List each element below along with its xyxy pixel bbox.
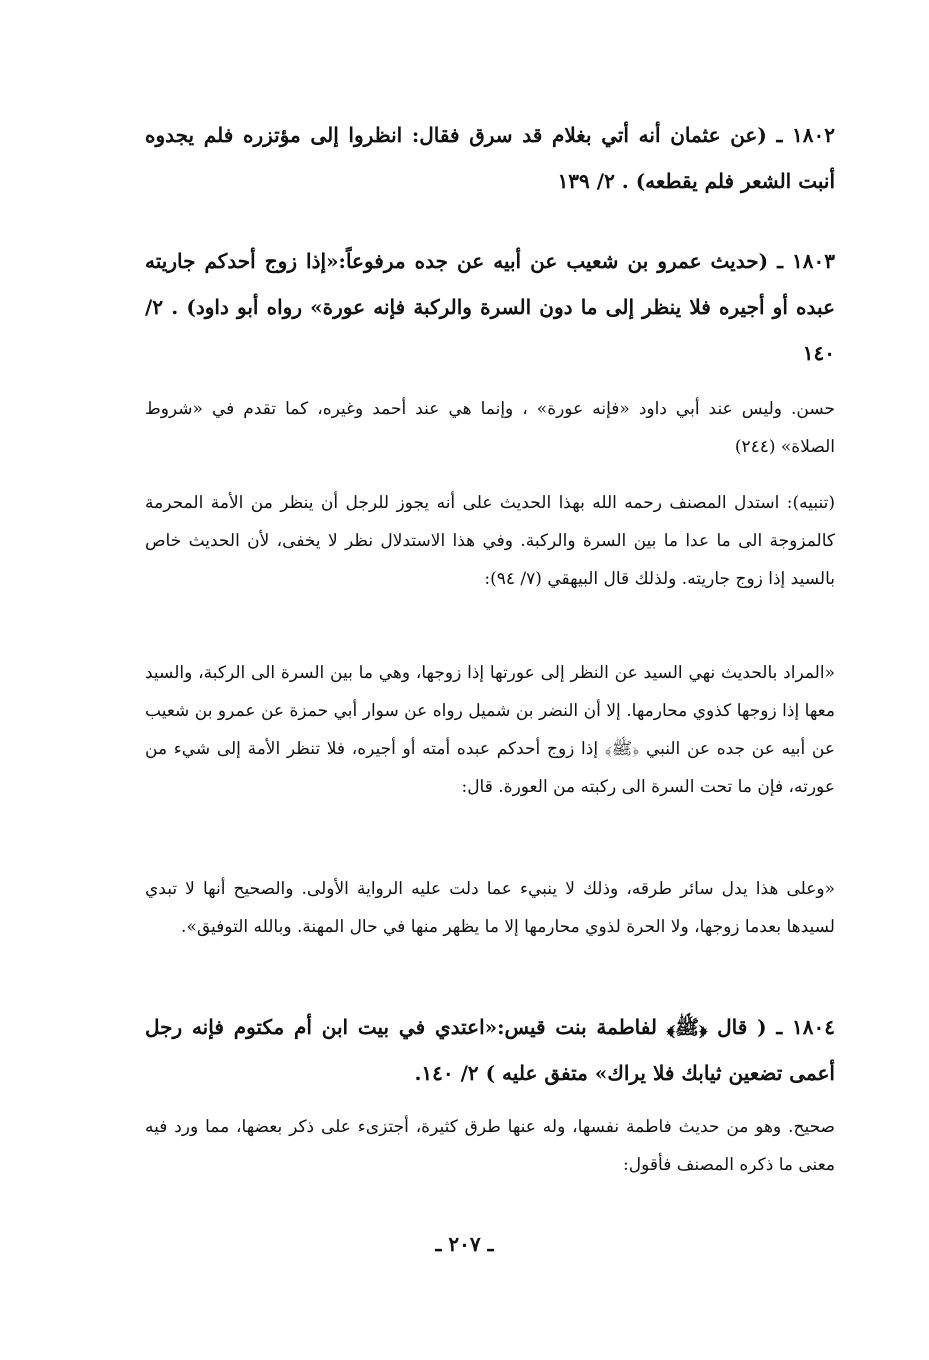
commentary-bayhaqi-quote: «المراد بالحديث نهي السيد عن النظر إلى عورتها إذا زوجها، وهي ما بين السرة الى الركبة، والسيد معها إذا زوجها كذوي محارمها. إلا أن النضر بن شميل رواه عن سوار أبي حمزة عن عمرو بن شعيب عن أبيه عن جده عن النبي ﴿ﷺ﴾ إذا زوج أحدكم عبده أمته أو أجيره، فلا تنظر الأمة إلى شيء من عورته، فإن ما تحت السرة الى ركبته من العورة. قال: [145,663,835,797]
commentary-hasan: حسن. وليس عند أبي داود «فإنه عورة» ، وإنما هي عند أحمد وغيره، كما تقدم في «شروط الصلاة» (٢٤٤) [145,399,835,457]
commentary-tanbih: (تنبيه): استدل المصنف رحمه الله بهذا الحديث على أنه يجوز للرجل أن ينظر من الأمة المحرمة كالمزوجة الى ما عدا ما بين السرة والركبة. وفي هذا الاستدلال نظر لا يخفى، لأن الحديث خاص بالسيد إذا زوج جاريته. ولذلك قال البيهقي (٧/ ٩٤): [145,493,835,589]
hadith-1803: ١٨٠٣ ـ (حديث عمرو بن شعيب عن أبيه عن جده مرفوعاً:«إذا زوج أحدكم جاريته عبده أو أجيره فلا ينظر إلى ما دون السرة والركبة فإنه عورة» رواه أبو داود) . ٢/ ١٤٠ [145,249,835,365]
commentary-bayhaqi-continuation: «وعلى هذا يدل سائر طرقه، وذلك لا ينبيء عما دلت عليه الرواية الأولى. والصحيح أنها لا تبدي لسيدها بعدما زوجها، ولا الحرة لذوي محارمها إلا ما يظهر منها في حال المهنة. وبالله التوفيق». [145,879,835,937]
page-number: ـ ٢٠٧ ـ [435,1232,494,1256]
hadith-1802: ١٨٠٢ ـ (عن عثمان أنه أتي بغلام قد سرق فقال: انظروا إلى مؤتزره فلم يجدوه أنبت الشعر فلم يقطعه) . ٢/ ١٣٩ [145,123,835,193]
commentary-sahih: صحيح. وهو من حديث فاطمة نفسها، وله عنها طرق كثيرة، أجتزىء على ذكر بعضها، مما ورد فيه معنى ما ذكره المصنف فأقول: [145,1117,835,1175]
hadith-1804: ١٨٠٤ ـ ( قال ﴿ﷺ﴾ لفاطمة بنت قيس:«اعتدي في بيت ابن أم مكتوم فإنه رجل أعمى تضعين ثيابك فلا يراك» متفق عليه ) ٢/ ١٤٠. [145,1015,835,1085]
